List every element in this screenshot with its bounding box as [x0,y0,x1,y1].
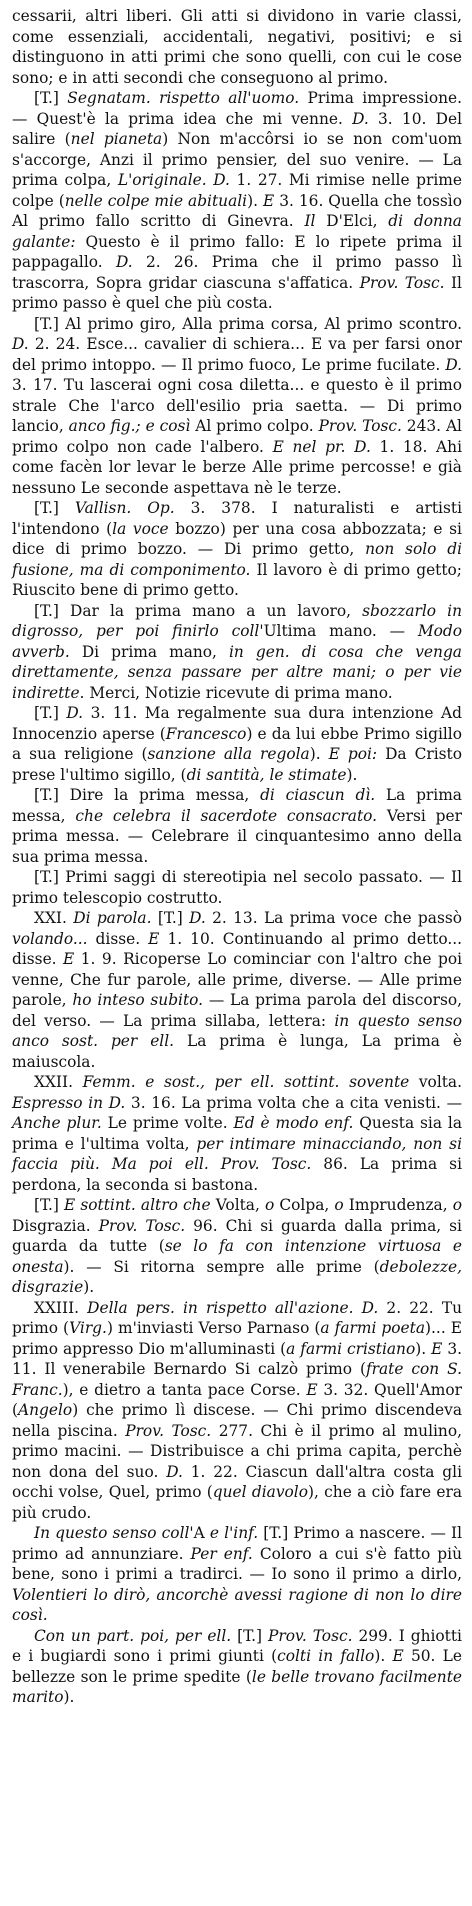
text-run: Colpa, [274,1196,335,1214]
italic-text: o [264,1196,275,1214]
italic-text: sbozzarlo in digrosso, per poi finirlo coll' [12,601,462,640]
text-run: disse. [87,929,149,948]
italic-text: di donna galante: [12,212,462,251]
text-run: 50. Le bellezze son le prime spedite ( [12,1647,462,1686]
text-run: 3. 16. La prima volta che a cita venisti. — [125,1093,462,1112]
text-run: 3. 11. Il venerabile Bernardo Si calzò primo ( [12,1339,463,1378]
text-run: 1. 27. Mi rimise nelle prime colpe ( [12,171,462,210]
text-run: 277. Chi è il primo al mulino, primo macini. — Distribuisce a chi prima capita, perchè non dona del suo. [12,1421,462,1481]
text-run: ). [374,1647,393,1665]
text-run: [T.] Dar la prima mano a un lavoro, [34,601,363,620]
text-run: ) m'inviasti Verso Parnaso ( [106,1319,321,1337]
italic-text: Il [304,212,316,230]
italic-text: le belle trovano facilmente marito [12,1667,462,1706]
text-run: [T.] Primo a nascere. — Il primo ad annunziare. [12,1524,462,1563]
italic-text: Anche plur. [12,1114,102,1132]
text-run: ) e da lui ebbe Primo sigillo a sua religione ( [12,724,462,763]
italic-text: quel diavolo [212,1483,308,1501]
entry-paragraph [12,1298,462,1524]
text-run: [T.] [34,89,68,107]
text-run: 1. 18. Ahi come facèn lor levar le berze Alle prime percosse! e già nessuno Le seconde aspettava nè le terze. [12,437,462,497]
italic-text: ho inteso subito. [72,991,204,1009]
italic-text: sanzione alla regola [147,745,310,763]
italic-text: E [148,929,160,948]
italic-text: Espresso in D. [12,1093,126,1112]
italic-text: E [392,1647,404,1665]
entry-continuation [12,6,462,88]
text-run: 1. 10. Continuando al primo detto... disse. [12,929,462,968]
text-run: [T.] [34,499,75,517]
text-run: volta. [409,1073,463,1091]
text-run: [T.] [231,1626,269,1645]
entry-paragraph [12,1626,462,1708]
entry-paragraph [12,1072,462,1195]
text-run: [T.] Primi saggi di stereotipia nel secolo passato. — Il primo telescopio costrutto. [12,868,462,907]
entry-paragraph [12,867,462,908]
text-run: ), che a ciò fare era più crudo. [12,1483,462,1522]
text-run: 3. 17. Tu lascerai ogni cosa diletta... e questo è il primo strale Che l'arco dell'esilio pria saetta. — Di primo lancio, [12,376,462,435]
text-run: Questo è il primo fallo: E lo ripete prima il pappagallo. [12,232,462,271]
text-run: Volta, [210,1196,265,1214]
italic-text: di santità, le stimate [186,765,347,784]
italic-text: In questo senso coll' [34,1524,194,1542]
text-run: La prima messa, [12,786,462,825]
text-run: Le prime volte. [101,1114,234,1132]
text-run: XXI. [34,909,74,927]
text-run: Coloro a cui s'è fatto più bene, sono i primi a tradirci. — Io sono il primo a dirlo, [12,1544,462,1583]
text-run: Questa sia la prima e l'ultima volta, [12,1114,462,1153]
italic-text: Con un part. poi, per ell. [34,1626,232,1645]
text-run: 2. 26. Prima che il primo passo lì trascorra, Sopra gridar ciascuna s'affatica. [12,253,462,292]
italic-text: E [262,191,275,210]
italic-text: o [452,1196,463,1214]
italic-text: Della pers. in rispetto all'azione. D. [87,1298,379,1317]
italic-text: E nel pr. D. [272,437,371,456]
text-run: 3. 32. Quell'Amor ( [12,1380,462,1419]
text-run: D'Elci, [315,212,389,230]
italic-text: o [334,1196,344,1214]
italic-text: nel pianeta [70,130,163,148]
italic-text: Francesco [165,724,247,743]
italic-text: colti in fallo [277,1647,375,1665]
italic-text: la voce [112,519,169,538]
text-run: 3. 16. Quella che tossìo Al primo fallo scritto di Ginevra. [12,191,462,230]
text-run: La prima è lunga, La prima è maiuscola. [12,1032,462,1071]
entry-paragraph [12,703,462,785]
italic-text: non solo di fusione, ma di componimento. [12,540,462,579]
italic-text: L'originale. D. [117,171,230,189]
text-run: ). [415,1339,432,1358]
text-run: 3. 10. Del salire ( [12,109,462,148]
italic-text: D. [352,109,369,128]
text-run: ) che primo lì discese. — Chi primo discendeva nella piscina. [12,1401,462,1440]
text-run: bozzo) per una cosa abbozzata; e si dice di primo bozzo. — Di primo getto, [12,519,462,558]
text-run: Da Cristo prese l'ultimo sigillo, ( [12,745,463,784]
text-run: ). [309,745,329,763]
text-run: ). [346,765,358,784]
italic-text: Prov. Tosc. [268,1626,353,1645]
italic-text: debolezze, disgrazie [12,1257,462,1296]
text-run: Prima impressione. — Quest'è la prima idea che mi venne. [12,89,463,128]
text-run: [T.] Dire la prima messa, [34,786,261,804]
italic-text: se lo fa con intenzione virtuosa e onesta [12,1237,462,1276]
text-run: Disgrazia. [12,1216,99,1235]
text-run: ). [247,191,263,210]
italic-text: e l'inf. [209,1524,259,1542]
text-run: 86. La prima si perdona, la seconda si bastona. [12,1155,462,1194]
italic-text: Femm. e sost., per ell. sottint. sovente [82,1073,410,1091]
italic-text: Prov. Tosc. [318,417,402,435]
text-run: XXIII. [34,1298,88,1317]
italic-text: E sottint. altro che [64,1196,211,1214]
text-run: 243. Al primo colpo non cade l'albero. [12,417,462,456]
text-run: 3. 11. Ma regalmente sua dura intenzione Ad Innocenzio aperse ( [12,704,462,743]
text-run: cessarii, altri liberi. Gli atti si dividono in varie classi, come essenziali, accidentali, negativi, positivi; e si distinguono in atti primi che sono quelli, con cui le cose sono; e in atti secondi che conseguono al primo. [12,7,462,87]
italic-text: anco fig.; [68,417,141,435]
text-run: [T.] [34,704,67,722]
text-run: Merci, Notizie ricevute di prima mano. [84,683,393,702]
italic-text: Segnatam. rispetto all'uomo. [67,89,300,107]
italic-text: D. [12,335,29,353]
text-run: [T.] [34,1196,65,1214]
italic-text: D. [189,909,206,927]
italic-text: Prov. Tosc. [98,1216,186,1235]
italic-text: frate con S. Franc. [12,1360,462,1399]
text-run: Il lavoro è di primo getto; Riuscito bene di primo getto. [12,560,462,599]
italic-text: D. [166,1462,183,1481]
entry-paragraph [12,908,462,1072]
text-run: [T.] Al primo giro, Alla prima corsa, Al primo scontro. [34,314,462,333]
italic-text: nelle colpe mie abituali [64,191,248,210]
text-run: [T.] [151,909,190,927]
italic-text: in questo senso anco sost. per ell. [12,1011,462,1050]
text-run: Imprudenza, [343,1196,453,1214]
text-run: 1. 22. Ciascun dall'altra costa gli occhi volse, Quel, primo ( [12,1462,462,1501]
italic-text: E [306,1380,318,1399]
text-run: ) Non m'accôrsi io se non com'uom s'accorge, Anzi il primo pensier, del suo venire. — La prima colpa, [12,130,462,189]
italic-text: che celebra il sacerdote consacrato. [75,806,378,825]
italic-text: Virg. [69,1319,107,1337]
entry-paragraph [12,1195,462,1298]
text-run: A [193,1524,210,1542]
text-run: 2. 13. La prima voce che passò [205,909,463,927]
italic-text: volando... [12,929,88,948]
italic-text: per intimare minacciando, non si faccia più. Ma poi ell. Prov. Tosc. [12,1134,462,1173]
italic-text: E [63,950,75,968]
text-run: Il primo passo è quel che più costa. [12,273,462,312]
italic-text: e così [145,417,191,435]
italic-text: Ed è modo enf. [233,1114,354,1132]
text-run: 1. 9. Ricoperse Lo cominciar con l'altro che poi venne, Che fur parole, alle prime, diverse. — Alle prime parole, [12,950,463,1009]
italic-text: Modo avverb. [12,622,462,661]
italic-text: D. [445,355,462,374]
entry-paragraph [12,1523,462,1626]
italic-text: Angelo [18,1401,73,1419]
italic-text: E [431,1339,443,1358]
italic-text: Per enf. [190,1544,253,1563]
italic-text: in gen. di cosa che venga direttamente, senza passare per altre mani; o per vie indirette. [12,642,462,702]
italic-text: D. [115,253,133,271]
entry-paragraph [12,498,462,601]
text-run: ). [63,1688,75,1706]
italic-text: di ciascun dì. [260,786,376,804]
text-run: 299. I ghiotti e i bugiardi sono i primi giunti ( [12,1626,462,1665]
text-run: — La prima parola del discorso, del verso. — La prima sillaba, lettera: [12,991,462,1030]
entry-paragraph [12,314,462,499]
text-run: XXII. [34,1073,83,1091]
italic-text: Vallisn. Op. [74,499,175,517]
entry-paragraph [12,785,462,867]
italic-text: D. [66,704,84,722]
text-run: Ultima mano. — [263,622,418,640]
text-run: Versi per prima messa. — Celebrare il cinquantesimo anno della sua prima messa. [12,806,462,866]
text-run: Di prima mano, [69,642,229,661]
text-run: 3. 378. I naturalisti e artisti l'intendono ( [12,499,462,538]
italic-text: E poi: [328,745,378,763]
italic-text: Di parola. [73,909,152,927]
text-run: Al primo colpo. [190,417,319,435]
italic-text: Volentieri lo dirò, ancorchè avessi ragione di non lo dire così. [12,1585,462,1624]
entry-paragraph [12,601,462,704]
text-run: 2. 24. Esce... cavalier di schiera... E va per farsi onor del primo intoppo. — Il primo fuoco, Le prime fucilate. [12,335,462,374]
text-run: 96. Chi si guarda dalla prima, si guarda da tutte ( [12,1216,462,1255]
text-run: ), e dietro a tanta pace Corse. [62,1380,307,1399]
text-run: ). — Si ritorna sempre alle prime ( [63,1257,380,1276]
italic-text: a farmi cristiano [286,1339,416,1358]
text-run: 2. 22. Tu primo ( [12,1298,463,1337]
italic-text: a farmi poeta [320,1319,426,1337]
text-run: )... E primo appresso Dio m'alluminasti ( [12,1319,463,1358]
italic-text: Prov. Tosc. [359,273,445,292]
italic-text: Prov. Tosc. [125,1421,212,1440]
text-run: ). [83,1278,95,1296]
entry-paragraph [12,88,462,314]
